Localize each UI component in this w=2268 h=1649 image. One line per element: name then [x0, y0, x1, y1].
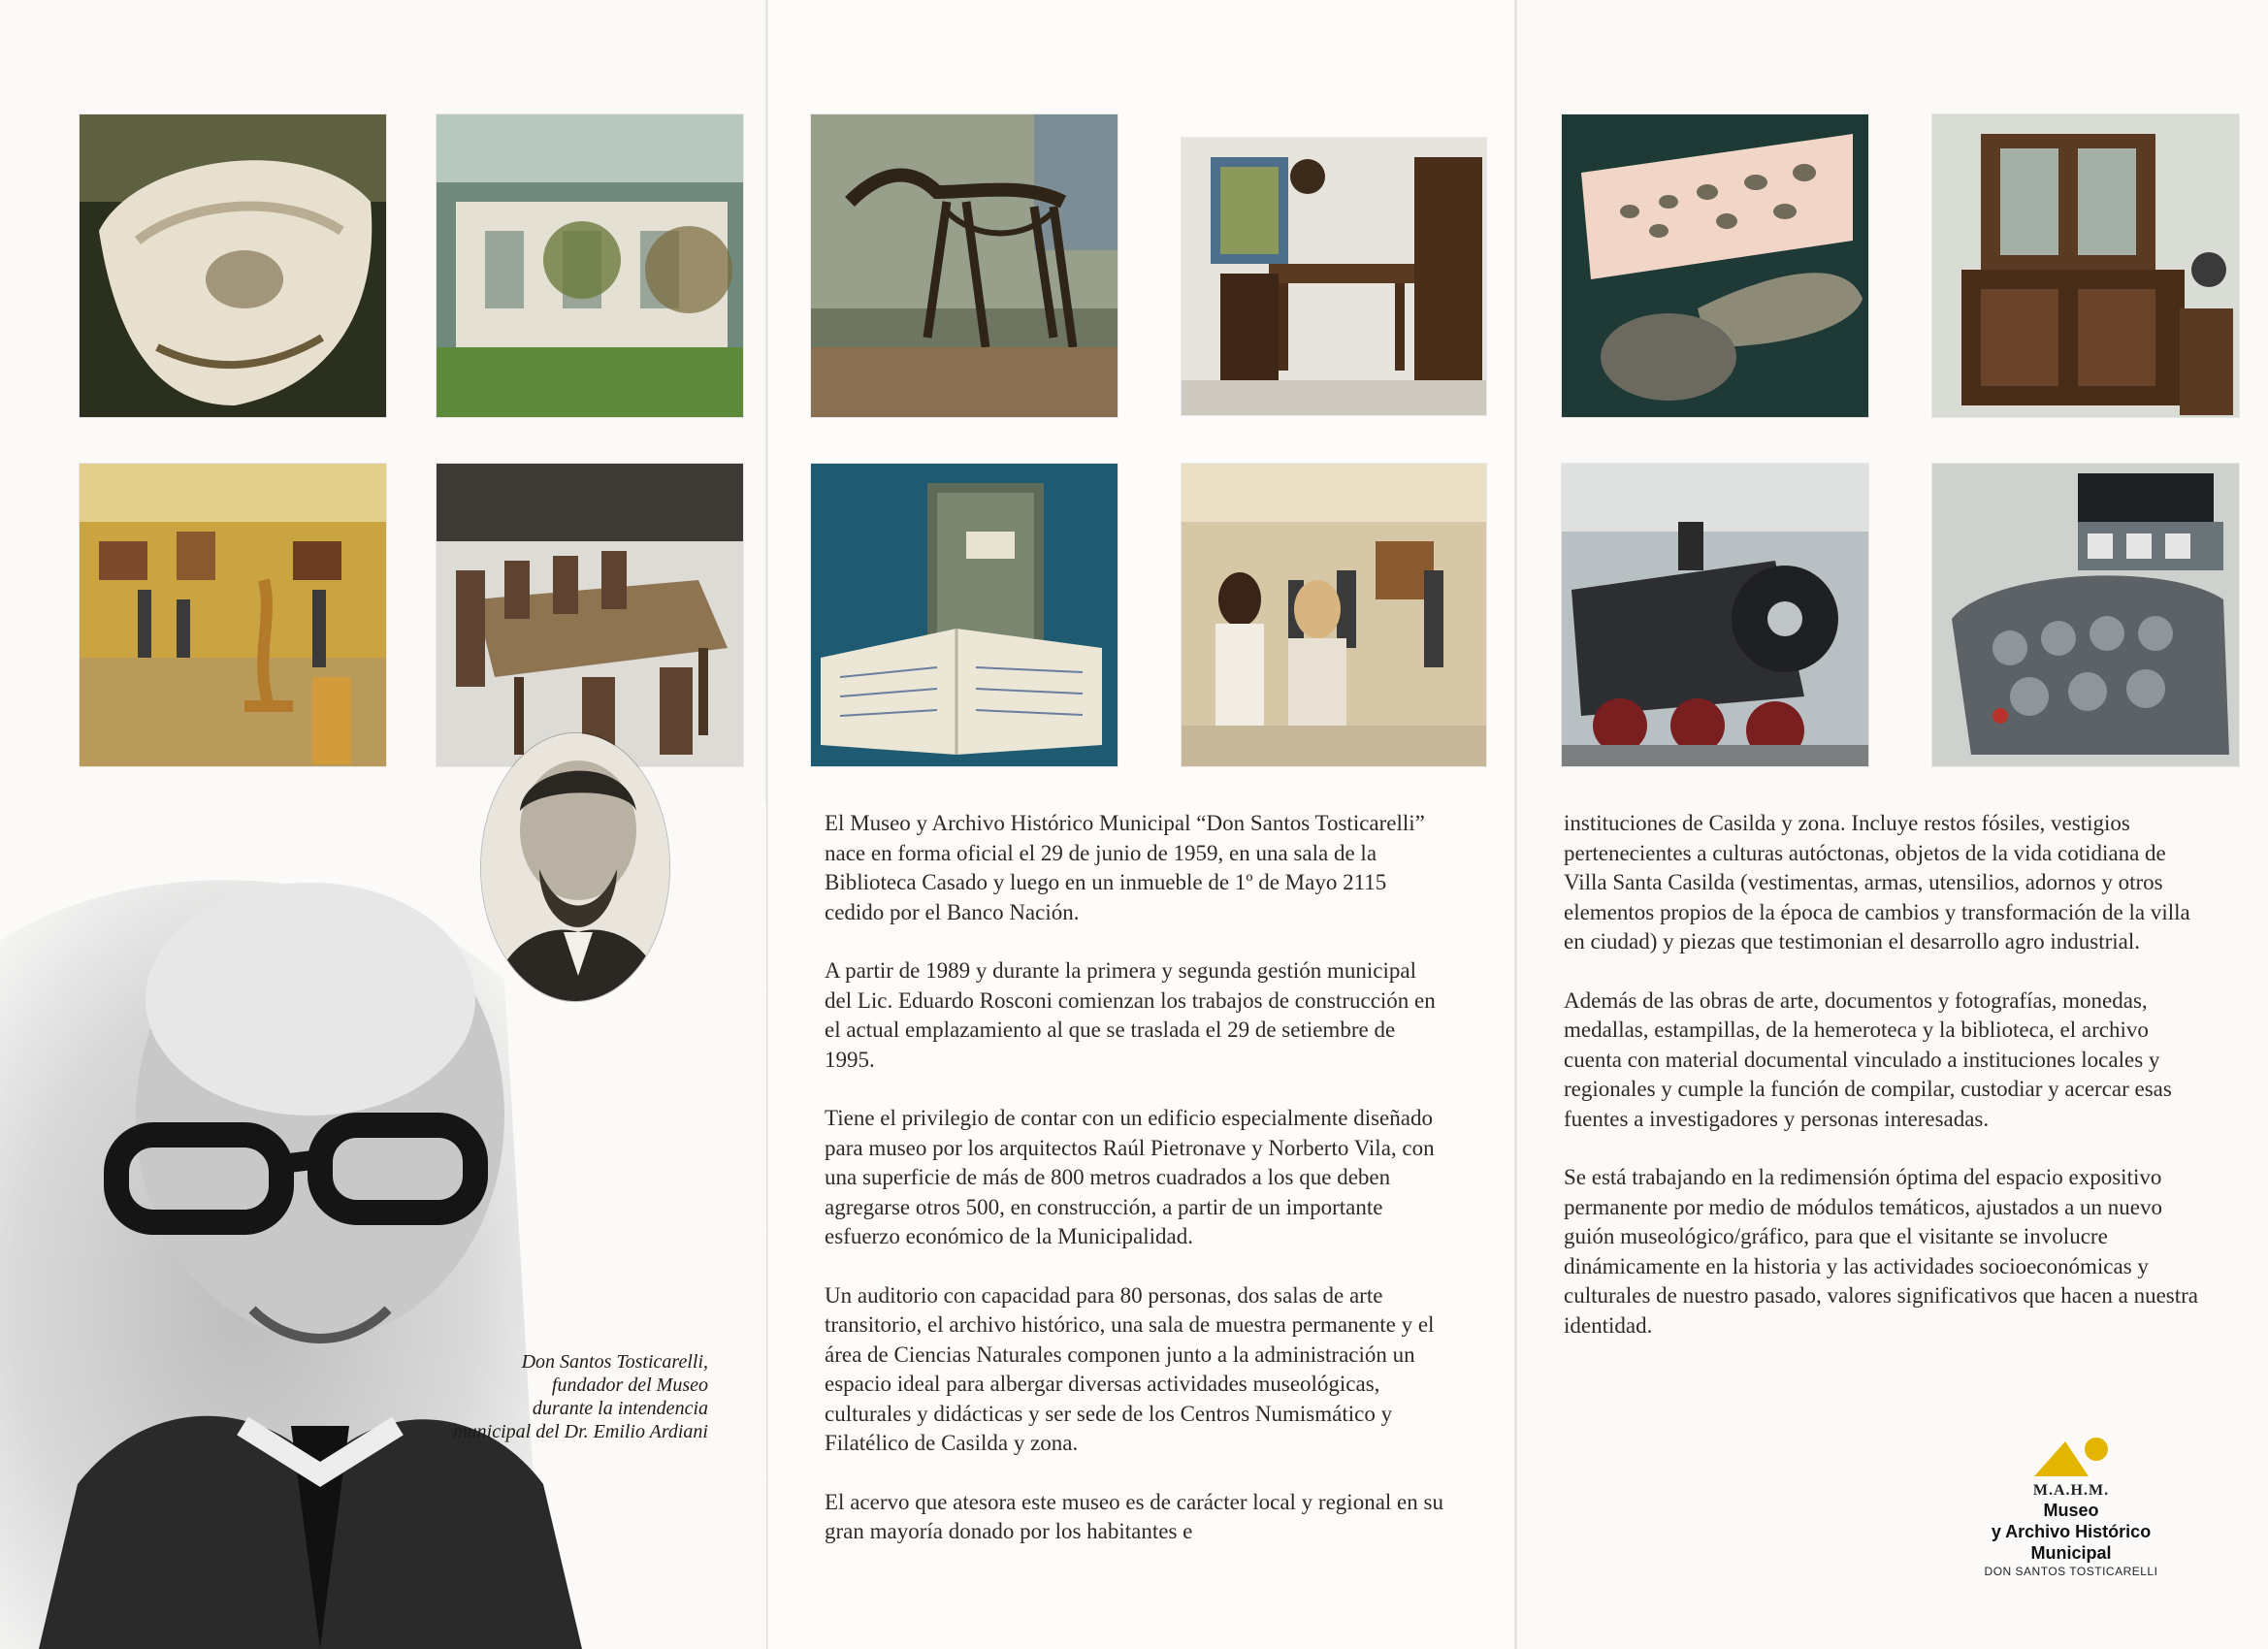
- paragraph: Se está trabajando en la redimensión óptima del espacio expositivo permanente por medio de módulos temáticos, ajustados a un nuevo guión museológico/gráfico, para que el visitante se involucre dinámicamente en la historia y las actividades socioeconómicas y culturales de nuestro pasado, valores significativos que hacen a nuestra identidad.: [1564, 1165, 2198, 1338]
- paragraph: El acervo que atesora este museo es de carácter local y regional en su gran mayoría donado por los habitantes e: [825, 1489, 1443, 1543]
- paragraph: Tiene el privilegio de contar con un edificio especialmente diseñado para museo por los arquitectos Raúl Pietronave y Norberto Vila, con una superficie de más de 800 metros cuadrados a los que deben agregarse otros 500, en construcción, a partir de un importante esfuerzo económico de la Municipalidad.: [825, 1106, 1435, 1248]
- dinosaur-skeleton-photo: [811, 114, 1118, 417]
- paragraph: instituciones de Casilda y zona. Incluye restos fósiles, vestigios pertenecientes a culturas autóctonas, objetos de la vida cotidiana de Villa Santa Casilda (vestimentas, armas, utensilios, adornos y otros elementos propios de la época de cambios y transformación de la villa en ciudad) y piezas que testimonian el desarrollo agro industrial.: [1564, 811, 2190, 954]
- cash-register-photo: [1932, 464, 2239, 766]
- portrait-caption: [388, 1350, 708, 1443]
- paragraph: El Museo y Archivo Histórico Municipal “Don Santos Tosticarelli” nace en forma oficial el 29 de junio de 1959, en una sala de la Biblioteca Casado y luego en un inmueble de 1º de Mayo 2115 cedido por el Banco Nación.: [825, 811, 1425, 924]
- engraved-portrait: [481, 733, 669, 1001]
- paragraph: A partir de 1989 y durante la primera y segunda gestión municipal del Lic. Eduardo Rosconi comienzan los trabajos de construcción en el actual emplazamiento al que se traslada el 29 de setiembre de 1995.: [825, 958, 1436, 1072]
- logo-mark-icon: [2032, 1434, 2110, 1478]
- wooden-cabinet-photo: [1932, 114, 2239, 417]
- logo-name-line: Museo: [2043, 1501, 2099, 1520]
- fossil-skull-photo: [80, 114, 386, 417]
- caption-line: Don Santos Tosticarelli,: [521, 1351, 708, 1373]
- stone-tools-photo: [1562, 114, 1868, 417]
- logo-subtitle: DON SANTOS TOSTICARELLI: [1984, 1565, 2158, 1578]
- gallery-visitors-photo: [80, 464, 386, 766]
- logo-name-line: y Archivo Histórico: [1991, 1522, 2152, 1541]
- building-model-photo: [437, 114, 743, 417]
- logo-name-line: Municipal: [2030, 1543, 2112, 1563]
- paragraph: Un auditorio con capacidad para 80 personas, dos salas de arte transitorio, el archivo histórico, una sala de muestra permanente y el área de Ciencias Naturales componen junto a la administración un espacio ideal para albergar diversas actividades museológicas, culturales y didácticas y ser sede de los Centros Numismático y Filatélico de Casilda y zona.: [825, 1282, 1435, 1455]
- paragraph: Además de las obras de arte, documentos y fotografías, monedas, medallas, estampillas, de la hemeroteca y la biblioteca, el archivo cuenta con material documental vinculado a instituciones locales y regionales y cumple la función de compilar, custodiar y acercar esas fuentes a investigadores y personas interesadas.: [1564, 987, 2172, 1131]
- middle-text-column: [825, 809, 1445, 1576]
- model-train-photo: [1562, 464, 1868, 766]
- right-text-column: [1564, 809, 2204, 1370]
- logo-abbreviation: M.A.H.M.: [2032, 1482, 2110, 1499]
- caption-line: durante la intendencia: [532, 1398, 708, 1419]
- historic-office-photo: [1182, 138, 1486, 415]
- old-ledger-photo: [811, 464, 1118, 766]
- dining-table-photo: [437, 464, 743, 766]
- museum-logo: [1926, 1434, 2217, 1579]
- fold-line-right: [1514, 0, 1517, 1649]
- caption-line: municipal del Dr. Emilio Ardiani: [453, 1421, 708, 1442]
- exhibition-visitors-photo: [1182, 464, 1486, 766]
- caption-line: fundador del Museo: [551, 1374, 708, 1396]
